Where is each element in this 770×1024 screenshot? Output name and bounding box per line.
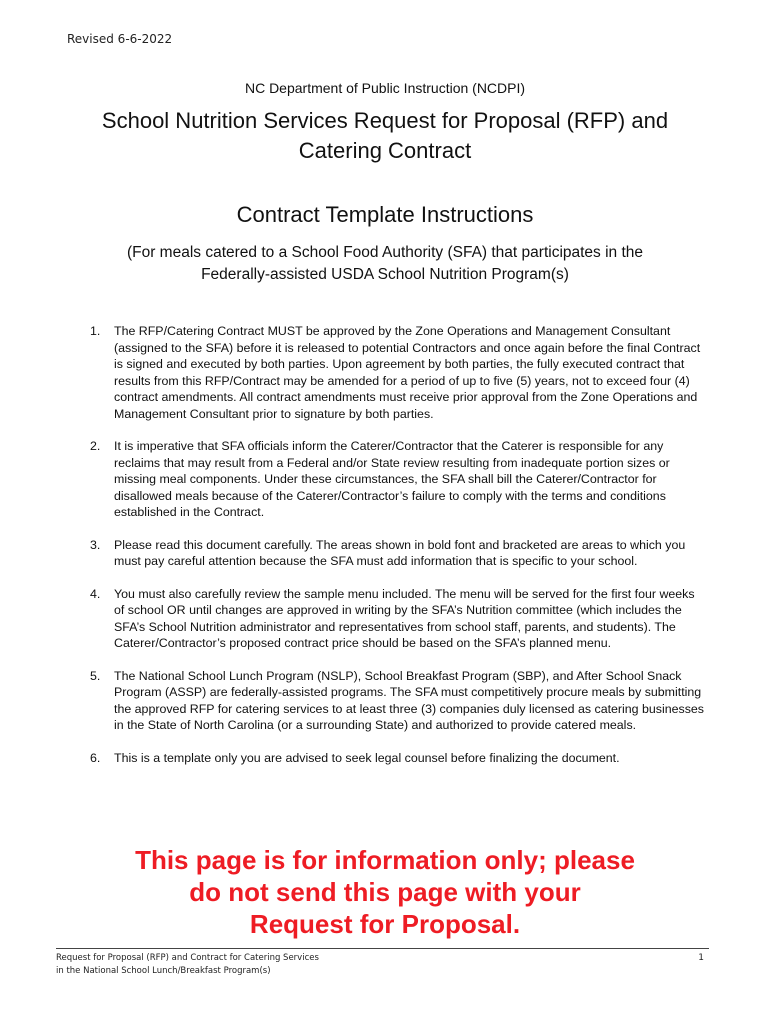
- scope-statement: [60, 242, 710, 286]
- document-title: [60, 106, 710, 166]
- instruction-list: [90, 323, 705, 782]
- revision-date: Revised 6-6-2022: [67, 32, 173, 46]
- information-only-notice: [60, 844, 710, 940]
- item-number: 4.: [90, 586, 101, 601]
- notice-line-1: This page is for information only; please: [135, 845, 635, 875]
- item-number: 3.: [90, 537, 101, 552]
- item-text: It is imperative that SFA officials inform the Caterer/Contractor that the Caterer is responsible for any reclaims that may result from a Federal and/or State review resulting from inadequate portion sizes or missing meal components. Under these circumstances, the SFA shall bill the Caterer/Contractor for disallowed meals because of the Caterer/Contractor’s failure to comply with the terms and conditions established in the Contract.: [114, 439, 670, 519]
- footer-line-1: Request for Proposal (RFP) and Contract for Catering Services: [56, 953, 319, 963]
- item-text: You must also carefully review the sample menu included. The menu will be served for the first four weeks of school OR until changes are approved in writing by the SFA’s Nutrition committee (which includes the SFA’s School Nutrition administrator and representatives from school staff, parents, and students). The Caterer/Contractor’s proposed contract price should be based on the SFA’s planned menu.: [114, 586, 695, 650]
- instruction-item-6: [90, 750, 705, 767]
- instruction-item-2: [90, 438, 705, 521]
- instruction-item-5: [90, 668, 705, 734]
- page-number: 1: [698, 953, 704, 963]
- title-line-2: Catering Contract: [298, 138, 472, 163]
- document-subtitle: Contract Template Instructions: [236, 202, 534, 227]
- footer-divider: [56, 948, 709, 949]
- item-text: Please read this document carefully. The areas shown in bold font and bracketed are areas to which you must pay careful attention because the SFA must add information that is specific to your school.: [114, 537, 686, 568]
- item-text: The National School Lunch Program (NSLP), School Breakfast Program (SBP), and After School Snack Program (ASSP) are federally-assisted programs. The SFA must competitively procure meals by submitting the approved RFP for catering services to at least three (3) companies duly licensed as catering businesses in the State of North Carolina (or a surrounding State) and authorized to provide catered meals.: [114, 668, 705, 732]
- item-text: The RFP/Catering Contract MUST be approved by the Zone Operations and Management Consultant (assigned to the SFA) before it is released to potential Contractors and once again before the final Contract is signed and executed by both parties. Upon agreement by both parties, the fully executed contract that results from this RFP/Contract may be amended for a period of up to five (5) years, not to exceed four (4) contract amendments. All contract amendments must receive prior approval from the Zone Operations and Management Consultant prior to signature by both parties.: [114, 324, 701, 421]
- notice-line-3: Request for Proposal.: [249, 909, 521, 939]
- agency-name: NC Department of Public Instruction (NCDPI): [244, 80, 526, 96]
- scope-line-1: (For meals catered to a School Food Authority (SFA) that participates in the: [126, 244, 644, 261]
- item-number: 6.: [90, 750, 101, 765]
- footer-line-2: in the National School Lunch/Breakfast Program(s): [56, 966, 271, 976]
- item-text: This is a template only you are advised to seek legal counsel before finalizing the document.: [114, 750, 620, 765]
- notice-line-2: do not send this page with your: [189, 877, 581, 907]
- instruction-item-4: [90, 586, 705, 652]
- page-footer: [56, 952, 319, 978]
- item-number: 5.: [90, 668, 101, 683]
- scope-line-2: Federally-assisted USDA School Nutrition Program(s): [201, 266, 569, 283]
- instruction-item-3: [90, 537, 705, 570]
- item-number: 1.: [90, 324, 101, 338]
- instruction-item-1: [90, 323, 705, 422]
- item-number: 2.: [90, 439, 101, 453]
- title-line-1: School Nutrition Services Request for Proposal (RFP) and: [101, 108, 669, 133]
